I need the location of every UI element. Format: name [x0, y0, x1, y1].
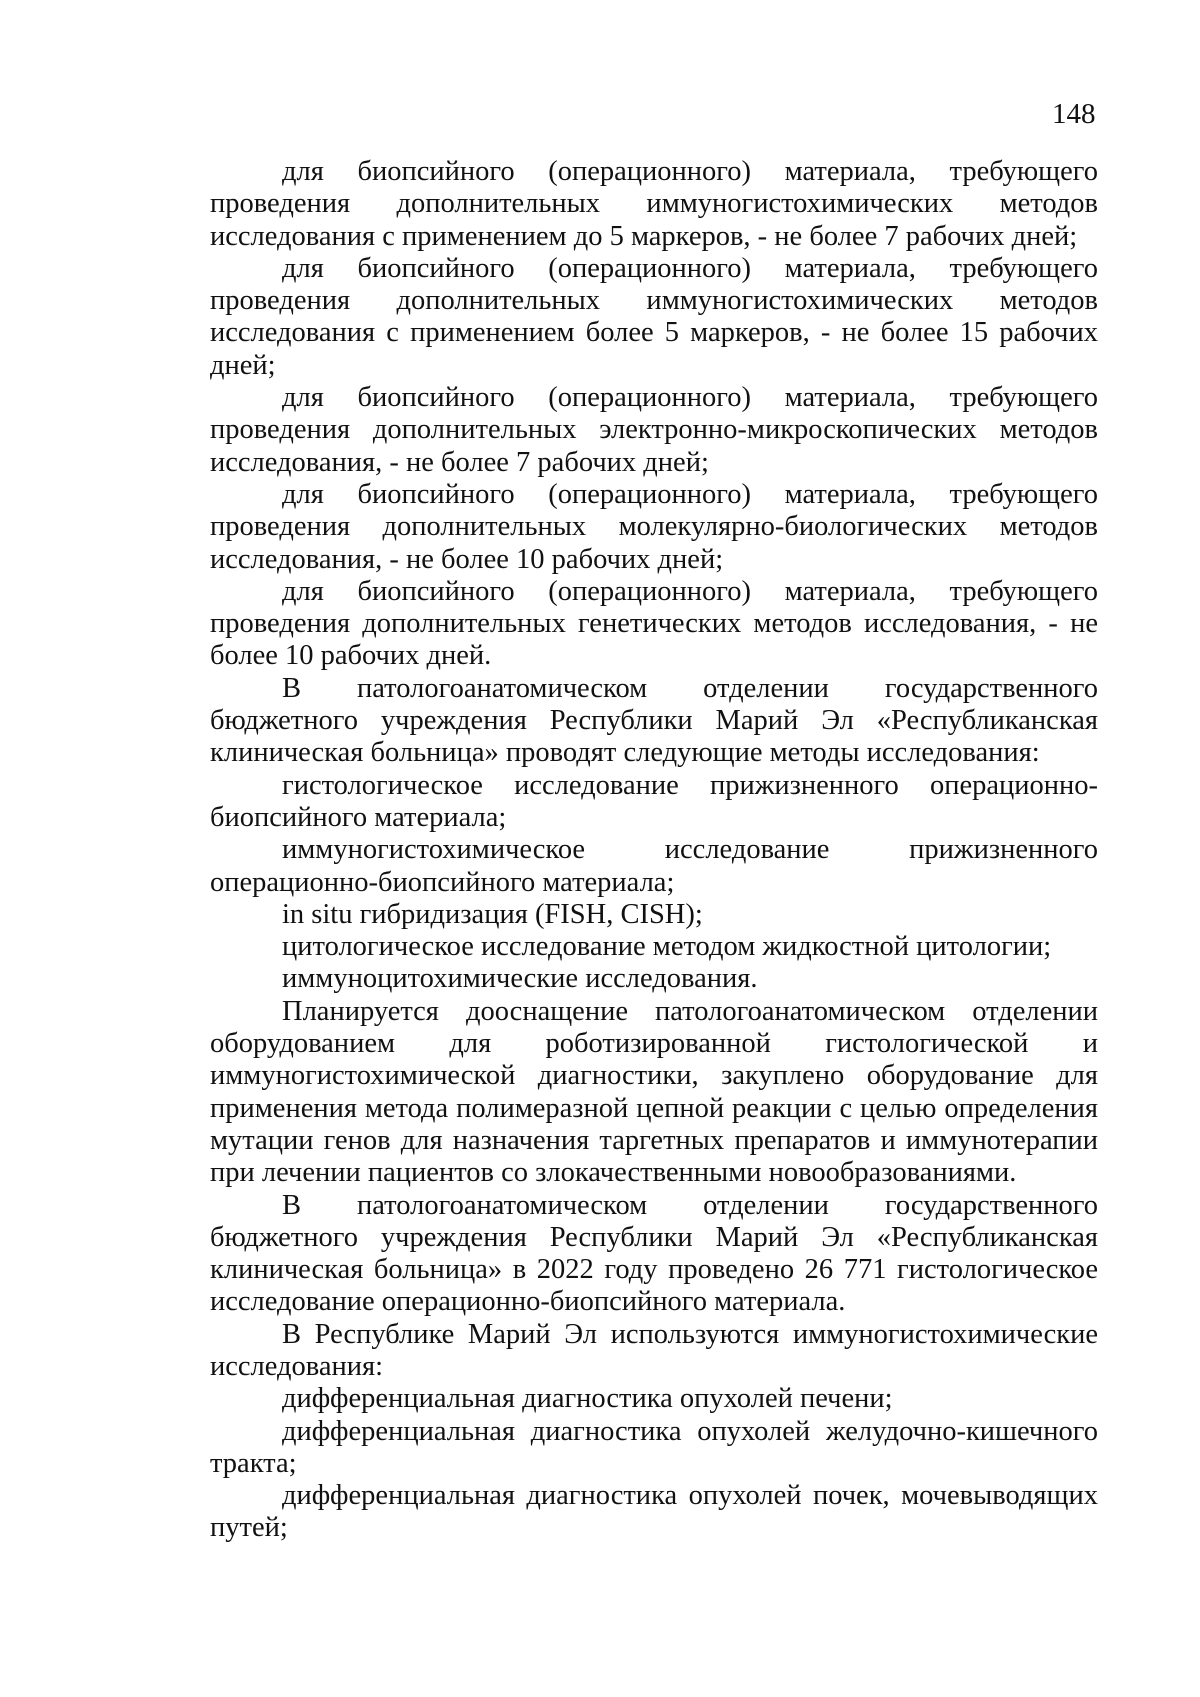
list-item-gi-tract-tumors: дифференциальная диагностика опухолей желудочно-кишечного тракта; — [210, 1415, 1098, 1479]
page-number: 148 — [1052, 98, 1096, 130]
paragraph-genetic-methods: для биопсийного (операционного) материала, требующего проведения дополнительных генетических методов исследования, - не более 10 рабочих дней. — [210, 575, 1098, 672]
document-body — [210, 156, 1098, 1545]
paragraph-ihc-up-to-5-markers: для биопсийного (операционного) материала, требующего проведения дополнительных иммуногистохимических методов исследования с применением до 5 маркеров, - не более 7 рабочих дней; — [210, 156, 1098, 252]
paragraph-2022-statistics: В патологоанатомическом отделении государственного бюджетного учреждения Республики Марий Эл «Республиканская клиническая больница» в 2022 году проведено 26 771 гистологическое исследование операционно-биопсийного материала. — [210, 1189, 1098, 1318]
list-item-kidney-urinary-tumors: дифференциальная диагностика опухолей почек, мочевыводящих путей; — [210, 1480, 1098, 1544]
list-item-histology: гистологическое исследование прижизненного операционно-биопсийного материала; — [210, 769, 1098, 833]
paragraph-equipment-plans: Планируется дооснащение патологоанатомическом отделении оборудованием для роботизированной гистологической и иммуногистохимической диагностики, закуплено оборудование для применения метода полимеразной цепной реакции с целью определения мутации генов для назначения таргетных препаратов и иммунотерапии при лечении пациентов со злокачественными новообразованиями. — [210, 995, 1098, 1189]
list-item-immunohistochemistry: иммуногистохимическое исследование прижизненного операционно-биопсийного материала; — [210, 834, 1098, 898]
paragraph-ihc-more-than-5-markers: для биопсийного (операционного) материала, требующего проведения дополнительных иммуногистохимических методов исследования с применением более 5 маркеров, - не более 15 рабочих дней; — [210, 252, 1098, 381]
paragraph-methods-intro: В патологоанатомическом отделении государственного бюджетного учреждения Республики Марий Эл «Республиканская клиническая больница» проводят следующие методы исследования: — [210, 672, 1098, 769]
list-item-in-situ-hybridization: in situ гибридизация (FISH, CISH); — [282, 898, 703, 930]
paragraph-electron-microscopy: для биопсийного (операционного) материала, требующего проведения дополнительных электронно-микроскопических методов исследования, - не более 7 рабочих дней; — [210, 382, 1098, 478]
paragraph-molecular-biology: для биопсийного (операционного) материала, требующего проведения дополнительных молекулярно-биологических методов исследования, - не более 10 рабочих дней; — [210, 478, 1098, 575]
list-item-liver-tumors: дифференциальная диагностика опухолей печени; — [282, 1383, 893, 1415]
list-item-liquid-cytology: цитологическое исследование методом жидкостной цитологии; — [282, 931, 1052, 963]
list-item-immunocytochemistry: иммуноцитохимические исследования. — [282, 963, 758, 995]
paragraph-ihc-usage-intro: В Республике Марий Эл используются иммуногистохимические исследования: — [210, 1318, 1098, 1382]
